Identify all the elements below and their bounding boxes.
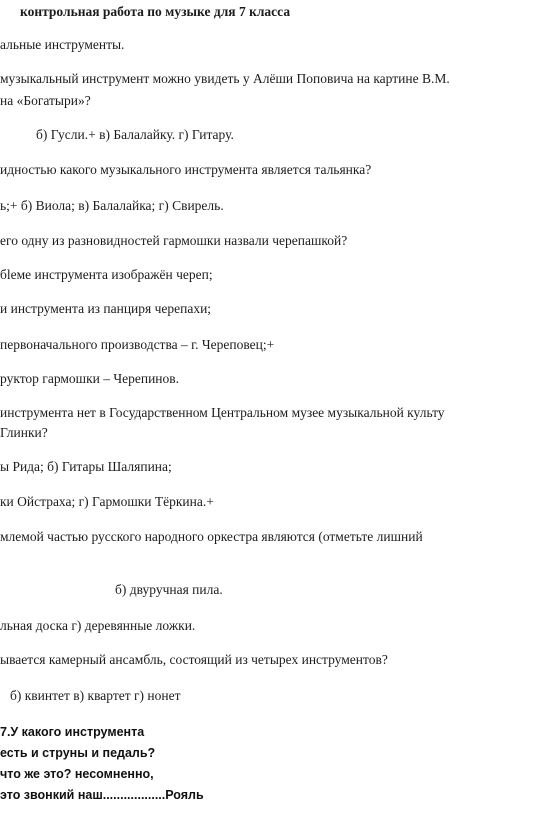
answer-options: ь;+ б) Виола; в) Балалайка; г) Свирель. <box>0 198 224 213</box>
question-line: Глинки? <box>0 425 48 440</box>
riddle-line: это звонкий наш..................Рояль <box>0 788 204 802</box>
question-line: млемой частью русского народного оркестра являются (отметьте лишний <box>0 529 423 544</box>
answer-option: и инструмента из панциря черепахи; <box>0 301 212 316</box>
question-line: инструмента нет в Государственном Центральном музее музыкальной культу <box>0 405 445 420</box>
answer-options: б) Гусли.+ в) Балалайку. г) Гитару. <box>36 127 234 142</box>
riddle-line: есть и струны и педаль? <box>0 746 156 760</box>
question-line: альные инструменты. <box>0 37 125 52</box>
riddle-line: что же это? несомненно, <box>0 767 154 781</box>
answer-option: первоначального производства – г. Череповец;+ <box>0 337 275 352</box>
question-line: музыкальный инструмент можно увидеть у Алёши Поповича на картине В.М. <box>0 71 450 86</box>
question-line: на «Богатыри»? <box>0 93 91 108</box>
answer-option: бleме инструмента изображён череп; <box>0 267 213 282</box>
answer-options: ки Ойстраха; г) Гармошки Тёркина.+ <box>0 494 214 509</box>
question-line: его одну из разновидностей гармошки назвали черепашкой? <box>0 233 348 248</box>
question-line: ывается камерный ансамбль, состоящий из четырех инструментов? <box>0 652 388 667</box>
answer-options: ы Рида; б) Гитары Шаляпина; <box>0 459 172 474</box>
answer-options: льная доска г) деревянные ложки. <box>0 618 196 633</box>
answer-option: руктор гармошки – Черепинов. <box>0 371 180 386</box>
document-title: контрольная работа по музыке для 7 класса <box>20 4 291 19</box>
riddle-line: 7.У какого инструмента <box>0 725 145 739</box>
answer-option: б) двуручная пила. <box>115 582 223 597</box>
question-line: идностью какого музыкального инструмента является тальянка? <box>0 162 372 177</box>
answer-options: б) квинтет в) квартет г) нонет <box>10 688 181 703</box>
